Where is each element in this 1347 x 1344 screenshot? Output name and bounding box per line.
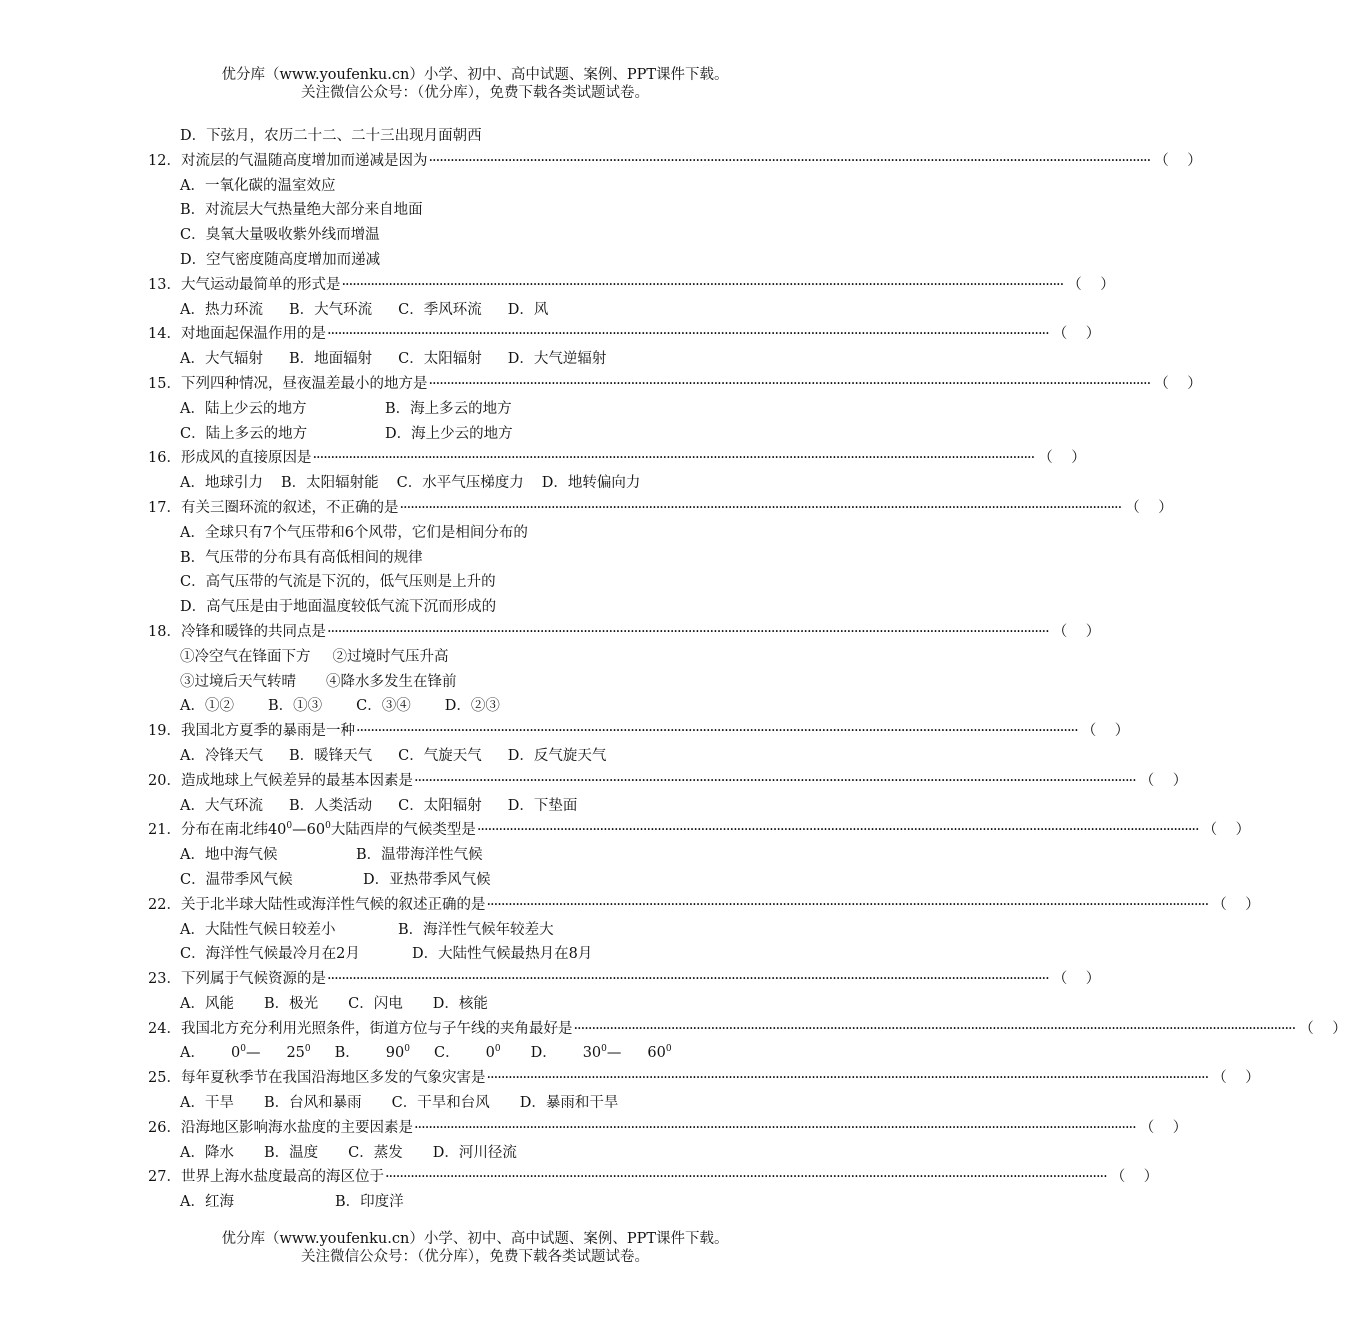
option-row (148, 174, 798, 199)
leader-dots: ········································································································································································································ (413, 1119, 1136, 1136)
option-a: A．干旱 (180, 1095, 234, 1112)
option-row (148, 694, 798, 719)
option-row (148, 471, 798, 496)
question-stem: 分布在南北纬$40^0—60^0$大陆西岸的气候类型是 (180, 821, 476, 839)
option-a: A．降水 (180, 1144, 234, 1161)
question-23 (148, 967, 1101, 992)
page-header (0, 66, 950, 102)
option-row (148, 744, 798, 769)
option-b: B．温带海洋性气候 (356, 847, 483, 864)
question-stem: 下列四种情况，昼夜温差最小的地方是 (180, 375, 428, 392)
footer-line-1: 优分库（www.youfenku.cn）小学、初中、高中试题、案例、PPT课件下载。 (221, 1231, 729, 1247)
statement-1: ①冷空气在锋面下方 (180, 648, 311, 665)
question-14 (148, 322, 1101, 347)
option-a: A．大气辐射 (180, 351, 263, 368)
option-d: D．风 (507, 301, 549, 318)
option-row (148, 198, 798, 223)
answer-blank: （ ） (1154, 375, 1202, 392)
option-row (148, 843, 798, 868)
question-number: 27． (148, 1169, 181, 1186)
option-d: D．地转偏向力 (541, 475, 641, 492)
question-number: 13． (148, 276, 181, 293)
option-c: C．季风环流 (398, 301, 482, 318)
option-b: B．①③ (267, 698, 323, 715)
question-26 (148, 1116, 1188, 1141)
question-number: 15． (148, 375, 181, 392)
option-d: D．大气逆辐射 (507, 351, 607, 368)
option-d: D．海上少云的地方 (385, 425, 513, 442)
leader-dots: ········································································································································································································ (384, 1169, 1107, 1186)
option-row (148, 223, 798, 248)
prev-question-option-d: D．下弦月，农历二十二、二十三出现月面朝西 (180, 128, 482, 144)
question-stem: 对地面起保温作用的是 (180, 326, 326, 343)
question-19 (148, 719, 1130, 744)
option-row (148, 1091, 798, 1116)
statement-row (148, 645, 798, 670)
leader-dots: ········································································································································································································ (355, 723, 1078, 740)
option-b: B．温度 (263, 1144, 319, 1161)
option-row (148, 794, 798, 819)
leader-dots: ········································································································································································································ (399, 499, 1122, 516)
leader-dots: ········································································································································································································ (428, 152, 1151, 169)
option-d: D．空气密度随高度增加而递减 (180, 251, 381, 268)
option-b: B．对流层大气热量绝大部分来自地面 (180, 202, 423, 219)
option-row (148, 570, 798, 595)
option-c: C．干旱和台风 (391, 1095, 490, 1112)
leader-dots: ········································································································································································································ (476, 822, 1199, 839)
question-17 (148, 496, 1173, 521)
question-number: 24． (148, 1020, 181, 1037)
question-20 (148, 769, 1188, 794)
question-number: 19． (148, 723, 181, 740)
option-c: C．水平气压梯度力 (396, 475, 524, 492)
option-d: D．暴雨和干旱 (519, 1095, 619, 1112)
option-a: A．风能 (180, 995, 234, 1012)
option-row (148, 992, 798, 1017)
option-d: D．下垫面 (507, 797, 578, 814)
question-22 (148, 893, 1260, 918)
question-number: 14． (148, 326, 181, 343)
question-25 (148, 1066, 1260, 1091)
question-number: 22． (148, 896, 181, 913)
option-b: B．气压带的分布具有高低相间的规律 (180, 549, 423, 566)
statement-4: ④降水多发生在锋前 (326, 673, 457, 690)
question-number: 25． (148, 1070, 181, 1087)
leader-dots: ········································································································································································································ (413, 772, 1136, 789)
option-row (148, 1141, 798, 1166)
option-row (148, 347, 798, 372)
answer-blank: （ ） (1038, 450, 1086, 467)
question-27 (148, 1165, 1159, 1190)
option-row (148, 397, 798, 422)
option-d: D．核能 (432, 995, 488, 1012)
option-b: B．人类活动 (288, 797, 373, 814)
question-stem: 每年夏秋季节在我国沿海地区多发的气象灾害是 (180, 1070, 486, 1087)
answer-blank: （ ） (1067, 276, 1115, 293)
question-number: 21． (148, 822, 181, 839)
option-c: C．太阳辐射 (398, 351, 482, 368)
question-number: 12． (148, 152, 181, 169)
question-stem: 关于北半球大陆性或海洋性气候的叙述正确的是 (180, 896, 486, 913)
leader-dots: ········································································································································································································ (326, 623, 1049, 640)
option-row (148, 298, 798, 323)
option-row (148, 422, 798, 447)
question-stem: 我国北方夏季的暴雨是一种 (180, 723, 355, 740)
header-line-1: 优分库（www.youfenku.cn）小学、初中、高中试题、案例、PPT课件下载。 (221, 67, 729, 83)
page-footer (0, 1230, 950, 1266)
option-b: B．海洋性气候年较差大 (398, 921, 554, 938)
question-stem: 冷锋和暖锋的共同点是 (180, 623, 326, 640)
question-number: 16． (148, 450, 181, 467)
question-list (148, 124, 1347, 1215)
question-stem: 造成地球上气候差异的最基本因素是 (180, 772, 413, 789)
statement-2: ②过境时气压升高 (332, 648, 449, 665)
question-number: 20． (148, 772, 181, 789)
option-d: D．②③ (444, 698, 500, 715)
option-a: A．全球只有7个气压带和6个风带，它们是相间分布的 (180, 524, 528, 541)
answer-blank: （ ） (1052, 623, 1101, 640)
leader-dots: ········································································································································································································ (326, 971, 1049, 988)
leader-dots: ········································································································································································································ (486, 896, 1209, 913)
answer-blank: （ ） (1052, 326, 1101, 343)
answer-blank: （ ） (1139, 772, 1188, 789)
option-a: A．大气环流 (180, 797, 263, 814)
option-c: C．温带季风气候 (180, 871, 293, 888)
option-row (148, 595, 798, 620)
leader-dots: ········································································································································································································ (341, 276, 1064, 293)
option-b: B．印度洋 (335, 1194, 404, 1211)
option-c: C．海洋性气候最冷月在2月 (180, 946, 360, 963)
option-d: D．亚热带季风气候 (363, 871, 491, 888)
option-row (148, 942, 798, 967)
question-12 (148, 149, 1202, 174)
question-21 (148, 818, 1251, 843)
question-number: 23． (148, 971, 181, 988)
statement-row (148, 670, 798, 695)
option-b: B．地面辐射 (288, 351, 373, 368)
option-d: D．河川径流 (432, 1144, 517, 1161)
question-24 (148, 1017, 1347, 1042)
option-a: A．①② (180, 698, 234, 715)
option-b: B．暖锋天气 (288, 747, 373, 764)
leader-dots: ········································································································································································································ (573, 1020, 1296, 1037)
option-b: B．大气环流 (288, 301, 373, 318)
option-a: A．红海 (180, 1194, 234, 1211)
option-a: A．热力环流 (180, 301, 263, 318)
option-c: C．高气压带的气流是下沉的，低气压则是上升的 (180, 574, 496, 591)
answer-blank: （ ） (1212, 1070, 1260, 1087)
option-b: B．极光 (263, 995, 319, 1012)
option-d: D．大陆性气候最热月在8月 (412, 946, 593, 963)
option-c: C．臭氧大量吸收紫外线而增温 (180, 227, 380, 244)
question-stem: 大气运动最简单的形式是 (180, 276, 341, 293)
option-a: A．一氧化碳的温室效应 (180, 177, 336, 194)
header-line-2: 关注微信公众号：（优分库），免费下载各类试题试卷。 (301, 85, 649, 101)
footer-line-2: 关注微信公众号：（优分库），免费下载各类试题试卷。 (301, 1249, 649, 1265)
answer-blank: （ ） (1110, 1169, 1159, 1186)
question-stem: 对流层的气温随高度增加而递减是因为 (180, 152, 428, 169)
option-c: C．气旋天气 (398, 747, 482, 764)
question-stem: 世界上海水盐度最高的海区位于 (180, 1169, 384, 1186)
option-d: D．反气旋天气 (507, 747, 607, 764)
option-a: A．陆上少云的地方 (180, 400, 307, 417)
option-a: A．地球引力 (180, 475, 263, 492)
question-number: 17． (148, 499, 181, 516)
option-row (148, 521, 798, 546)
question-stem: 我国北方充分利用光照条件，街道方位与子午线的夹角最好是 (180, 1020, 573, 1037)
option-b: B．台风和暴雨 (263, 1095, 362, 1112)
option-c: C．太阳辐射 (398, 797, 482, 814)
option-b: B． $90^0$ (334, 1044, 410, 1062)
question-number: 18． (148, 623, 181, 640)
option-d: D．高气压是由于地面温度较低气流下沉而形成的 (180, 599, 497, 616)
answer-blank: （ ） (1052, 971, 1101, 988)
answer-blank: （ ） (1125, 499, 1173, 516)
question-18 (148, 620, 1101, 645)
option-c: C．陆上多云的地方 (180, 425, 308, 442)
option-c: C． $0^0$ (433, 1044, 501, 1062)
leader-dots: ········································································································································································································ (486, 1070, 1209, 1087)
leader-dots: ········································································································································································································ (326, 326, 1049, 343)
answer-blank: （ ） (1081, 723, 1130, 740)
option-c: C．蒸发 (348, 1144, 403, 1161)
option-row (148, 248, 798, 273)
option-b: B．太阳辐射能 (280, 475, 379, 492)
option-row (148, 868, 798, 893)
option-row (148, 918, 798, 943)
question-stem: 沿海地区影响海水盐度的主要因素是 (180, 1119, 413, 1136)
question-stem: 下列属于气候资源的是 (180, 971, 326, 988)
option-a: A．冷锋天气 (180, 747, 263, 764)
option-a: A．地中海气候 (180, 847, 278, 864)
answer-blank: （ ） (1202, 822, 1251, 839)
option-d: D． $30^0—$ $60^0$ (530, 1044, 672, 1062)
leader-dots: ········································································································································································································ (428, 375, 1151, 392)
question-stem: 形成风的直接原因是 (180, 450, 312, 467)
answer-blank: （ ） (1212, 896, 1260, 913)
question-16 (148, 446, 1086, 471)
option-row (148, 546, 798, 571)
option-row (148, 1190, 798, 1215)
option-a: A． $0^0—$ $25^0$ (180, 1044, 311, 1062)
answer-blank: （ ） (1299, 1020, 1347, 1037)
answer-blank: （ ） (1154, 152, 1202, 169)
option-c: C．③④ (356, 698, 411, 715)
option-c: C．闪电 (348, 995, 403, 1012)
question-15 (148, 372, 1202, 397)
question-stem: 有关三圈环流的叙述，不正确的是 (180, 499, 399, 516)
option-b: B．海上多云的地方 (385, 400, 512, 417)
leader-dots: ········································································································································································································ (312, 450, 1035, 467)
statement-3: ③过境后天气转晴 (180, 673, 296, 690)
option-a: A．大陆性气候日较差小 (180, 921, 336, 938)
option-row (148, 1041, 798, 1066)
question-13 (148, 273, 1115, 298)
question-number: 26． (148, 1119, 181, 1136)
answer-blank: （ ） (1139, 1119, 1188, 1136)
